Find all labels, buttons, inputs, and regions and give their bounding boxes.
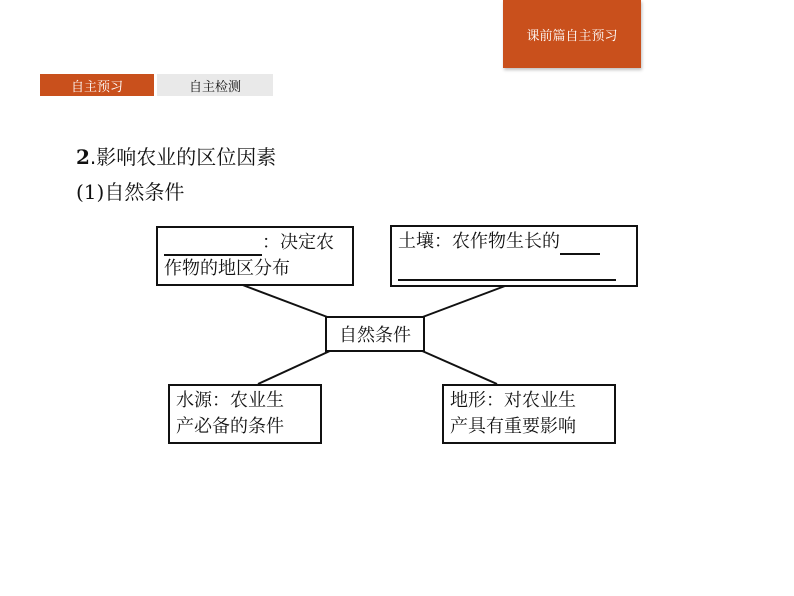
box-soil-line1 [398,229,630,255]
box-terrain-line1: 地形：对农业生 [450,390,576,411]
subheading-text: 自然条件 [104,180,185,204]
box-climate-line2: 作物的地区分布 [164,258,290,279]
center-node: 自然条件 [325,316,425,352]
connector-top-left [240,284,330,318]
box-soil-prefix: 土壤：农作物生长的 [398,231,560,252]
blank-soil-1[interactable] [560,231,600,255]
tab-self-check[interactable]: 自主检测 [157,74,273,96]
box-climate-line1 [164,230,346,256]
tab-self-preview[interactable]: 自主预习 [40,74,154,96]
blank-climate[interactable] [164,232,262,256]
subheading-number: (1) [76,180,105,204]
connector-top-right [420,286,505,318]
box-climate [156,226,354,286]
box-water-line2: 产必备的条件 [176,416,284,437]
section-banner: 课前篇自主预习 [503,0,641,68]
blank-soil-2[interactable] [398,257,616,281]
box-terrain [442,384,616,444]
box-water [168,384,322,444]
box-water-line1: 水源：农业生 [176,390,284,411]
heading-number: 2 [76,145,90,169]
box-terrain-line2: 产具有重要影响 [450,416,576,437]
box-soil [390,225,638,287]
connector-bottom-left [258,350,332,384]
heading-text: .影响农业的区位因素 [89,145,277,169]
box-soil-line2 [398,255,630,281]
connector-bottom-right [420,350,497,384]
box-climate-suffix: ：决定农 [262,232,334,253]
